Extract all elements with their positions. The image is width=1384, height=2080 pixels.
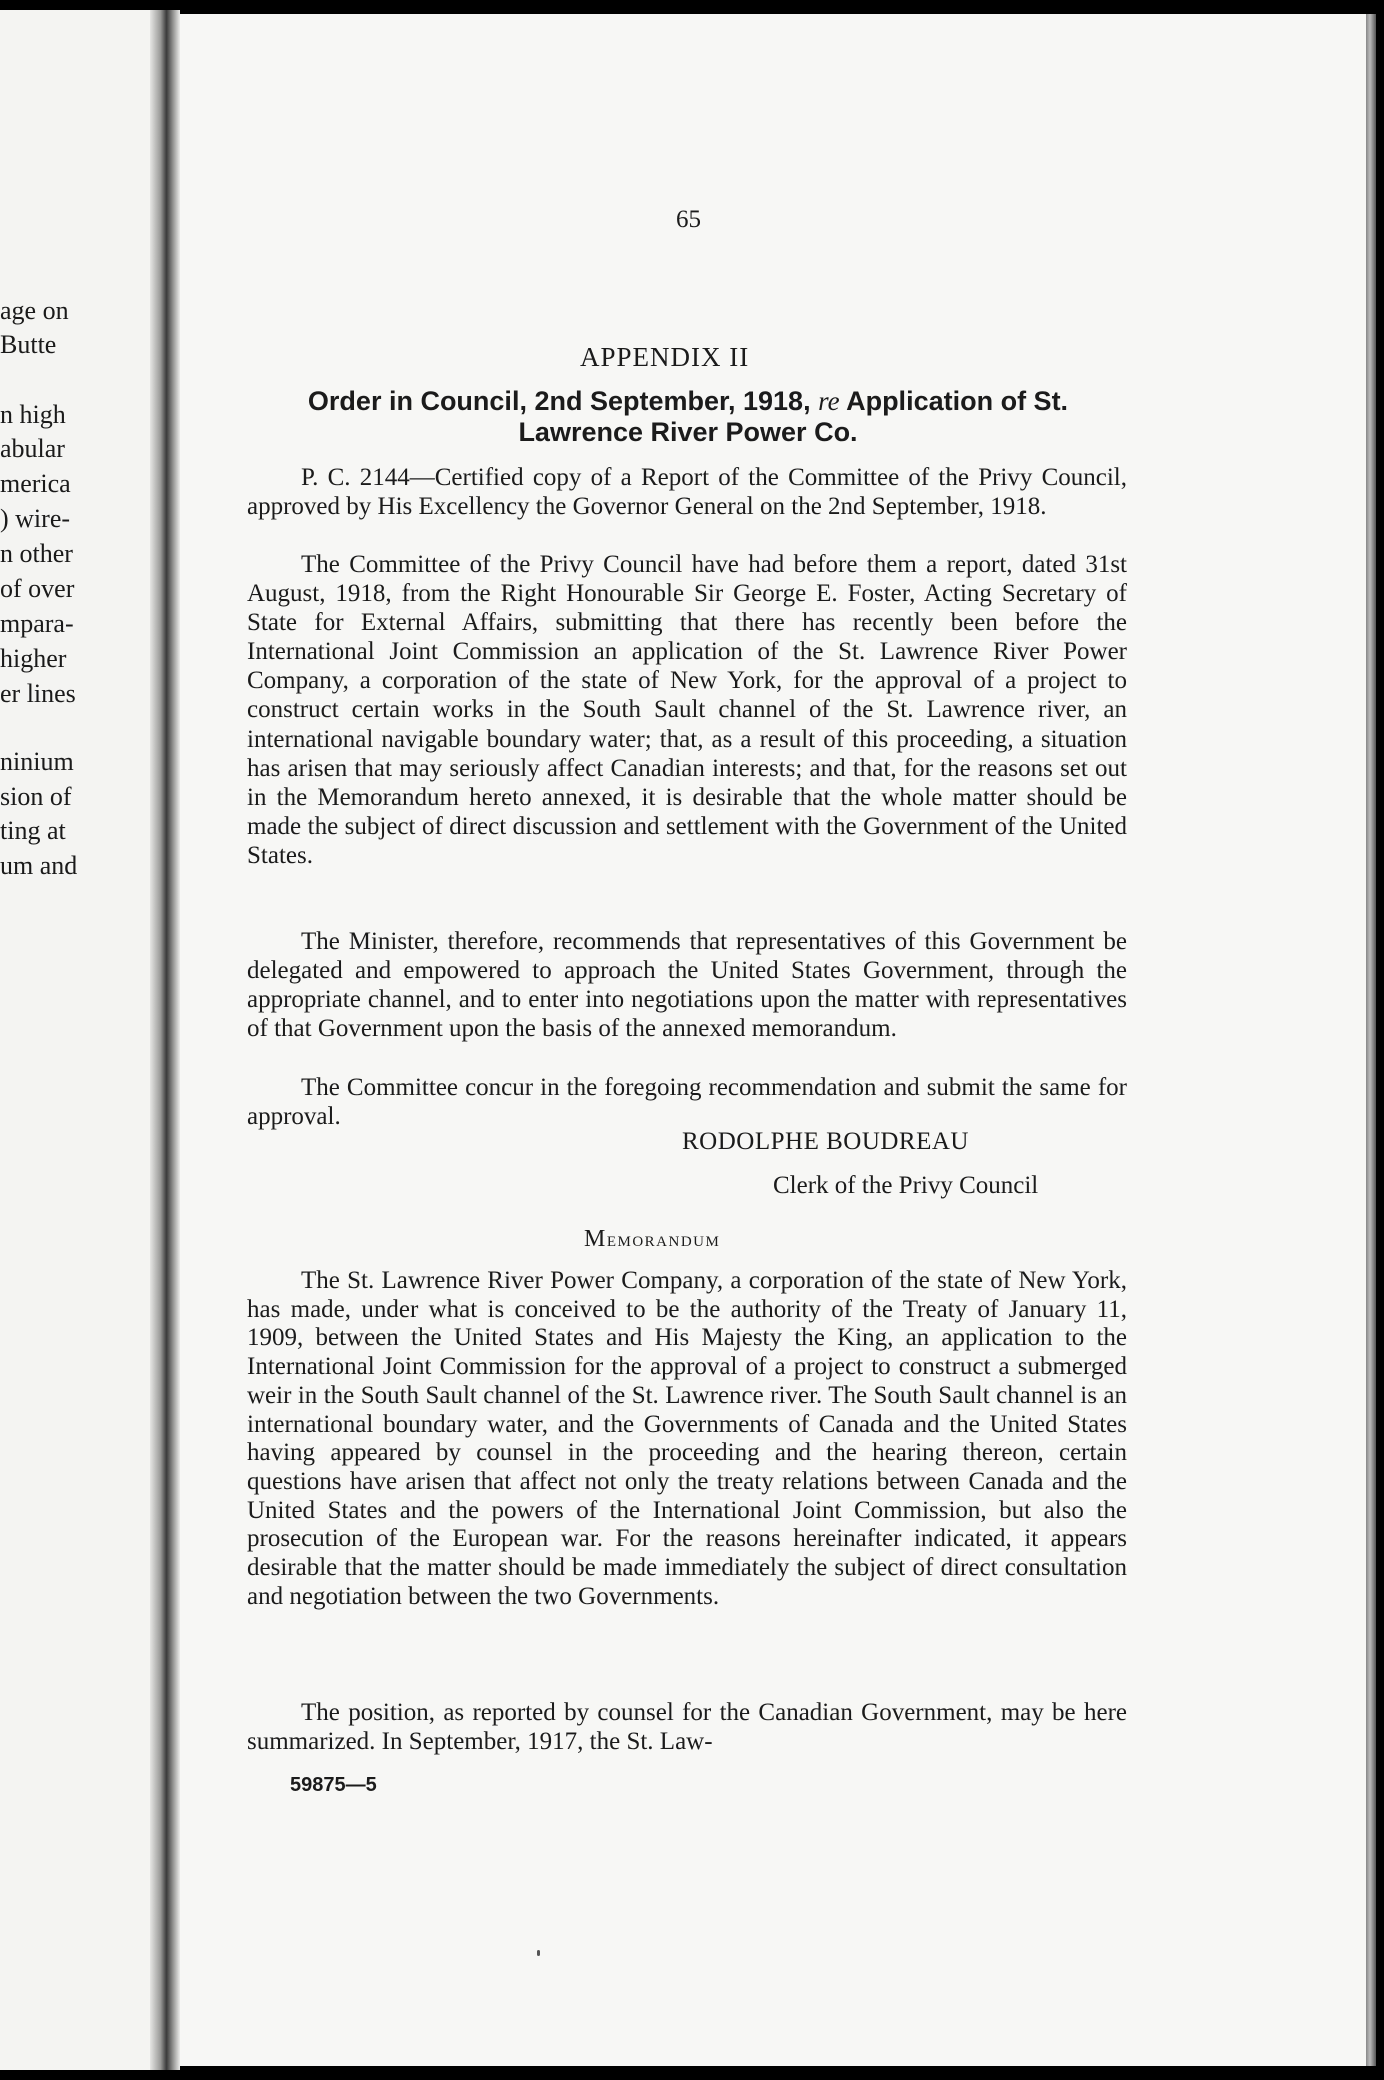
left-line: abular (0, 434, 65, 463)
title-line-2: Lawrence River Power Co. (518, 417, 858, 447)
memorandum-paragraph-1: The St. Lawrence River Power Company, a corporation of the state of New York, has made, under what is conceived to be the authority of the Treaty of January 11, 1909, between the United States and His Majesty the King, an application to the International Joint Commission for the approval of a project to construct a submerged weir in the South Sault channel of the St. Lawrence river. The South Sault channel is an international boundary water, and the Governments of Canada and the United States having appeared by counsel in the proceeding and the hearing thereon, certain questions have arisen that affect not only the treaty relations between Canada and the United States and the powers of the International Joint Commission, but also the prosecution of the European war. For the reasons hereinafter indicated, it appears desirable that the matter should be made immediately the subject of direct consultation and negotiation between the two Governments. (247, 1267, 1127, 1610)
left-line: age on (0, 296, 69, 325)
memorandum-heading (584, 1226, 720, 1253)
left-line: mpara- (0, 609, 74, 638)
scan-speck (537, 1950, 540, 1956)
left-line: of over (0, 574, 75, 603)
left-line: er lines (0, 679, 76, 708)
left-line: higher (0, 644, 67, 673)
title-part: Application of St. (839, 386, 1069, 416)
order-title (248, 386, 1128, 448)
footer-printing-code: 59875—5 (290, 1774, 377, 1796)
left-page-fragment (0, 10, 160, 2070)
signature-title: Clerk of the Privy Council (773, 1172, 1039, 1199)
signature-name: RODOLPHE BOUDREAU (682, 1128, 969, 1155)
left-line: ting at (0, 816, 66, 845)
paragraph-committee-report: The Committee of the Privy Council have had before them a report, dated 31st August, 1918, from the Right Honourable Sir George E. Foster, Acting Secretary of State for External Affairs, submitting that there has recently been before the International Joint Commission an application of the St. Lawrence River Power Company, a corporation of the state of New York, for the approval of a project to construct certain works in the South Sault channel of the St. Lawrence river, an international navigable boundary water; that, as a result of this proceeding, a situation has arisen that may seriously affect Canadian interests; and that, for the reasons set out in the Memorandum hereto annexed, it is desirable that the whole matter should be made the subject of direct discussion and settlement with the Government of the United States. (247, 551, 1127, 869)
left-line: merica (0, 469, 71, 498)
left-line: n other (0, 539, 73, 568)
title-re: re (818, 386, 840, 416)
paragraph-committee-concur: The Committee concur in the foregoing recommendation and submit the same for approval. (247, 1074, 1127, 1131)
appendix-heading: APPENDIX II (580, 342, 750, 372)
title-part: Order in Council, 2nd September, 1918, (307, 386, 819, 416)
paragraph-pc-2144: P. C. 2144—Certified copy of a Report of the Committee of the Privy Council, approved by His Excellency the Governor General on the 2nd September, 1918. (247, 464, 1127, 521)
memo-heading-initial: M (584, 1226, 607, 1252)
left-line: ) wire- (0, 504, 71, 533)
memo-heading-rest: emorandum (606, 1226, 721, 1251)
left-line: n high (0, 400, 66, 429)
left-line: Butte (0, 330, 57, 359)
paragraph-minister-recommends: The Minister, therefore, recommends that representatives of this Government be delegated and empowered to approach the United States Government, through the appropriate channel, and to enter into negotiations upon the matter with representatives of that Government upon the basis of the annexed memorandum. (247, 928, 1127, 1043)
left-line: sion of (0, 782, 72, 811)
book-gutter (150, 10, 180, 2070)
page-edge-shadow (1366, 14, 1376, 2066)
page-number: 65 (676, 206, 701, 233)
memorandum-paragraph-2: The position, as reported by counsel for the Canadian Government, may be here summarized. In September, 1917, the St. Law- (247, 1699, 1127, 1755)
left-line: um and (0, 851, 78, 880)
left-line: ninium (0, 747, 74, 776)
